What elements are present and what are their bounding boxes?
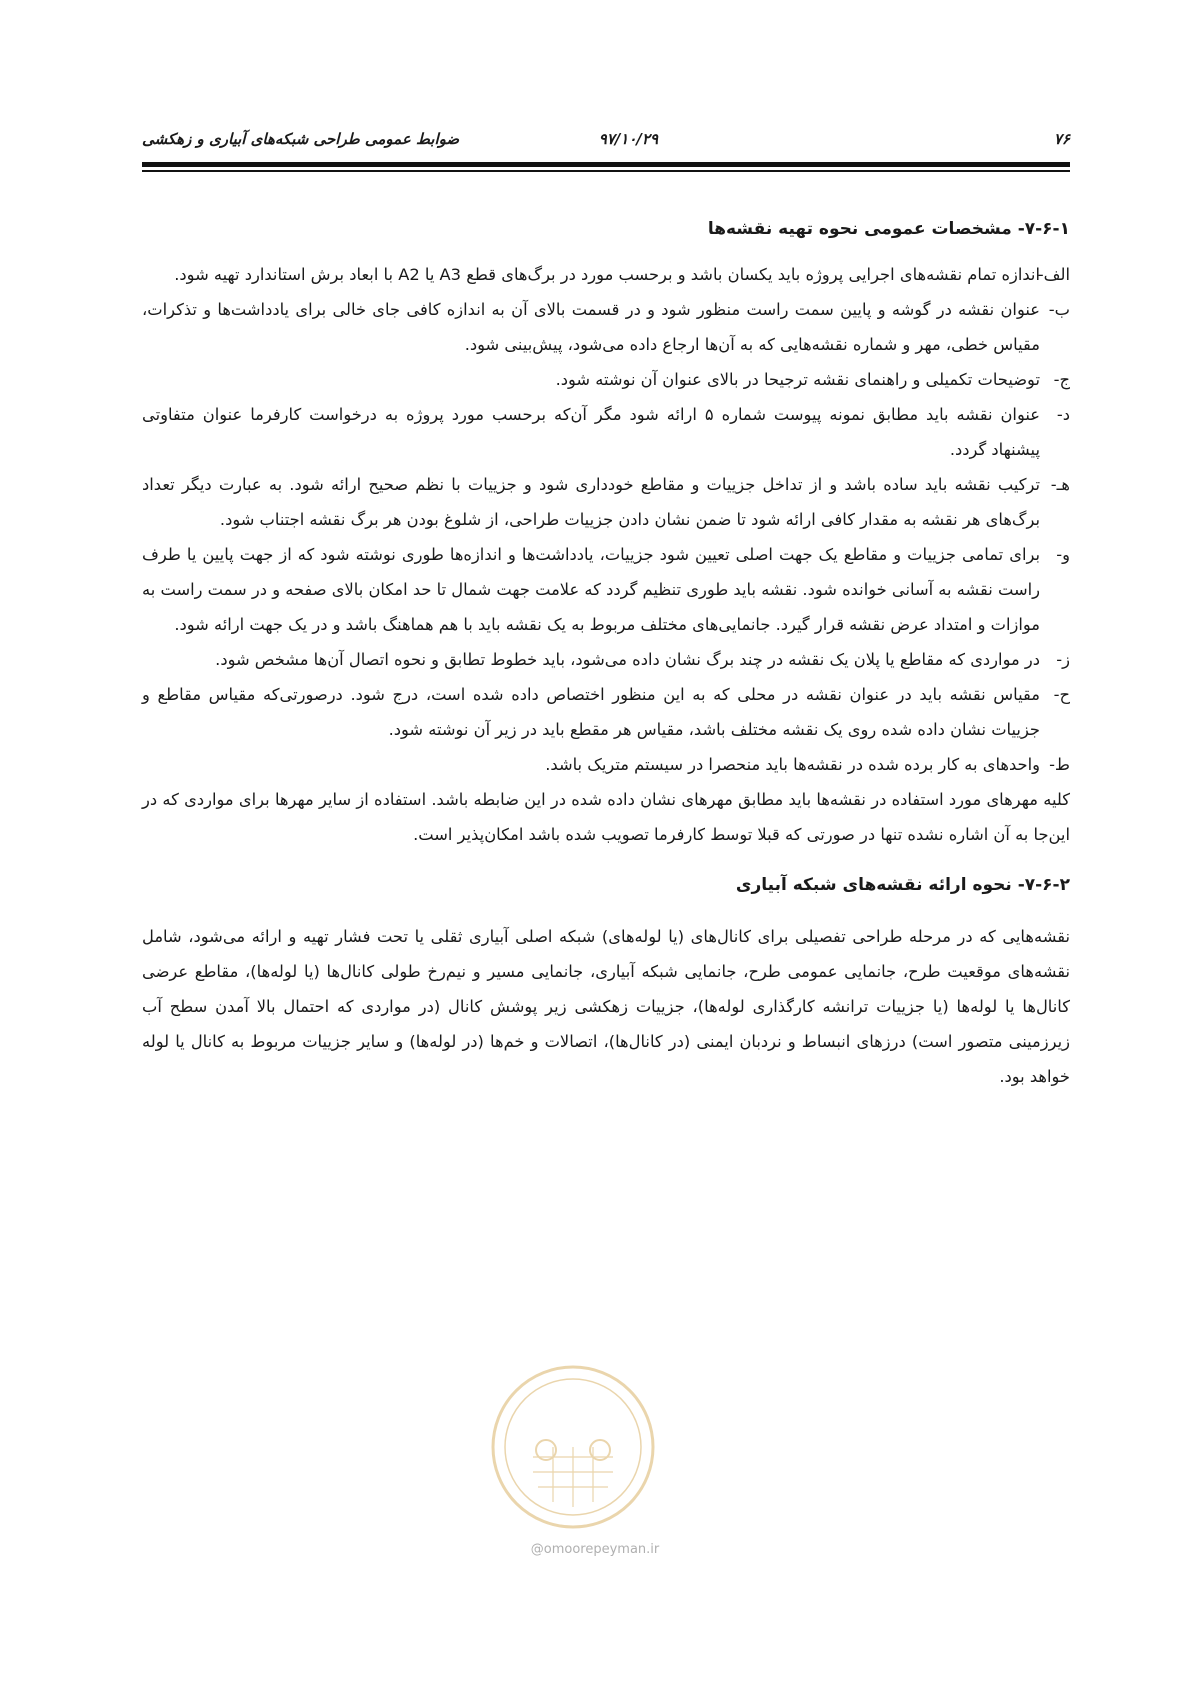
list-item xyxy=(142,292,1070,362)
list-marker: د- xyxy=(1056,405,1070,424)
list-item xyxy=(142,362,1070,397)
list-item xyxy=(142,467,1070,537)
list-item-text: توضیحات تکمیلی و راهنمای نقشه ترجیحا در بالای عنوان آن نوشته شود. xyxy=(555,370,1040,389)
list-item xyxy=(142,537,1070,642)
list-item xyxy=(142,677,1070,747)
list-item xyxy=(142,257,1070,292)
list-item xyxy=(142,397,1070,467)
page-header xyxy=(142,126,1070,156)
list-marker: ب- xyxy=(1048,300,1070,319)
list-item xyxy=(142,642,1070,677)
closing-paragraph: کلیه مهرهای مورد استفاده در نقشه‌ها باید مطابق مهرهای نشان داده شده در این ضابطه باشد. استفاده از سایر مهرها برای مواردی که در این‌جا به آن اشاره نشده تنها در صورتی که قبلا توسط کارفرما تصویب شده باشد امکان‌پذیر است. xyxy=(142,790,1070,844)
list-item-text: ترکیب نقشه باید ساده باشد و از تداخل جزییات و مقاطع خودداری شود و جزییات با نظم صحیح ارائه شود. به عبارت دیگر تعداد برگ‌های هر نقشه به مقدار کافی ارائه شود تا ضمن نشان دادن جزییات طراحی، از شلوغ بودن هر برگ نقشه اجتناب شود. xyxy=(142,475,1040,529)
seal-watermark-icon xyxy=(488,1362,658,1532)
list-item-text: مقیاس نقشه باید در عنوان نقشه در محلی که به این منظور اختصاص داده شده است، درج شود. درصورتی‌که مقیاس مقاطع و جزییات نشان داده شده روی یک نقشه مختلف باشد، مقیاس هر مقطع باید در زیر آن نوشته شود. xyxy=(142,685,1040,739)
list-item-text: برای تمامی جزییات و مقاطع یک جهت اصلی تعیین شود جزییات، یادداشت‌ها و اندازه‌ها طوری نوشته شود که از جهت پایین یا طرف راست نقشه به آسانی خوانده شود. نقشه باید طوری تنظیم گردد که علامت جهت شمال تا حد امکان بالای صفحه و در سمت راست به موازات و امتداد عرض نقشه قرار گیرد. جانمایی‌های مختلف مربوط به یک نقشه باید با هم هماهنگ باشد و در یک جهت ارائه شود. xyxy=(142,545,1040,634)
list-marker: هـ- xyxy=(1050,475,1070,494)
page-number: ۷۶ xyxy=(1053,130,1070,148)
list-item xyxy=(142,747,1070,782)
list-marker: الف- xyxy=(1037,265,1070,284)
list-marker: ز- xyxy=(1056,650,1070,669)
list-marker: ط- xyxy=(1049,755,1070,774)
list-item-text: واحدهای به کار برده شده در نقشه‌ها باید منحصرا در سیستم متریک باشد. xyxy=(545,755,1040,774)
section-heading: ۷-۶-۱- مشخصات عمومی نحوه تهیه نقشه‌ها xyxy=(707,219,1070,239)
watermark-url: @omoorepeyman.ir xyxy=(530,1542,660,1557)
list-item-text: عنوان نقشه در گوشه و پایین سمت راست منظور شود و در قسمت بالای آن به اندازه کافی جای خالی برای یادداشت‌ها و تذکرات، مقیاس خطی، مهر و شماره نقشه‌هایی که به آن‌ها ارجاع داده می‌شود، پیش‌بینی شود. xyxy=(142,300,1040,354)
header-rule-thin xyxy=(142,170,1070,172)
header-title: ضوابط عمومی طراحی شبکه‌های آبیاری و زهکشی xyxy=(142,130,460,148)
list-item-text: عنوان نقشه باید مطابق نمونه پیوست شماره ۵ ارائه شود مگر آن‌که برحسب مورد پروژه به درخواست کارفرما عنوان متفاوتی پیشنهاد گردد. xyxy=(142,405,1040,459)
list-marker: و- xyxy=(1056,545,1070,564)
header-rule-thick xyxy=(142,162,1070,167)
list-marker: ح- xyxy=(1053,685,1070,704)
header-date: ۹۷/۱۰/۲۹ xyxy=(598,130,658,148)
page-content xyxy=(142,212,1070,1094)
list-item-text: اندازه تمام نقشه‌های اجرایی پروژه باید یکسان باشد و برحسب مورد در برگ‌های قطع A3 یا A2 با ابعاد برش استاندارد تهیه شود. xyxy=(174,265,1040,284)
body-paragraph: نقشه‌هایی که در مرحله طراحی تفصیلی برای کانال‌های (یا لوله‌های) شبکه اصلی آبیاری ثقلی یا تحت فشار تهیه و ارائه می‌شود، شامل نقشه‌های موقعیت طرح، جانمایی عمومی طرح، جانمایی شبکه آبیاری، جانمایی مسیر و نیم‌رخ طولی کانال‌ها (یا لوله‌ها)، مقاطع عرضی کانال‌ها یا لوله‌ها (یا جزییات ترانشه کارگذاری لوله‌ها)، جزییات زهکشی زیر پوشش کانال (در مواردی که احتمال بالا آمدن سطح آب زیرزمینی متصور است) درزهای انبساط و نردبان ایمنی (در کانال‌ها)، اتصالات و خم‌ها (در لوله‌ها) و سایر جزییات مربوط به کانال یا لوله خواهد بود. xyxy=(142,927,1070,1086)
list-item-text: در مواردی که مقاطع یا پلان یک نقشه در چند برگ نشان داده می‌شود، باید خطوط تطابق و نحوه اتصال آن‌ها مشخص شود. xyxy=(215,650,1040,669)
section-heading: ۷-۶-۲- نحوه ارائه نقشه‌های شبکه آبیاری xyxy=(735,875,1070,895)
list-marker: ج- xyxy=(1053,370,1070,389)
